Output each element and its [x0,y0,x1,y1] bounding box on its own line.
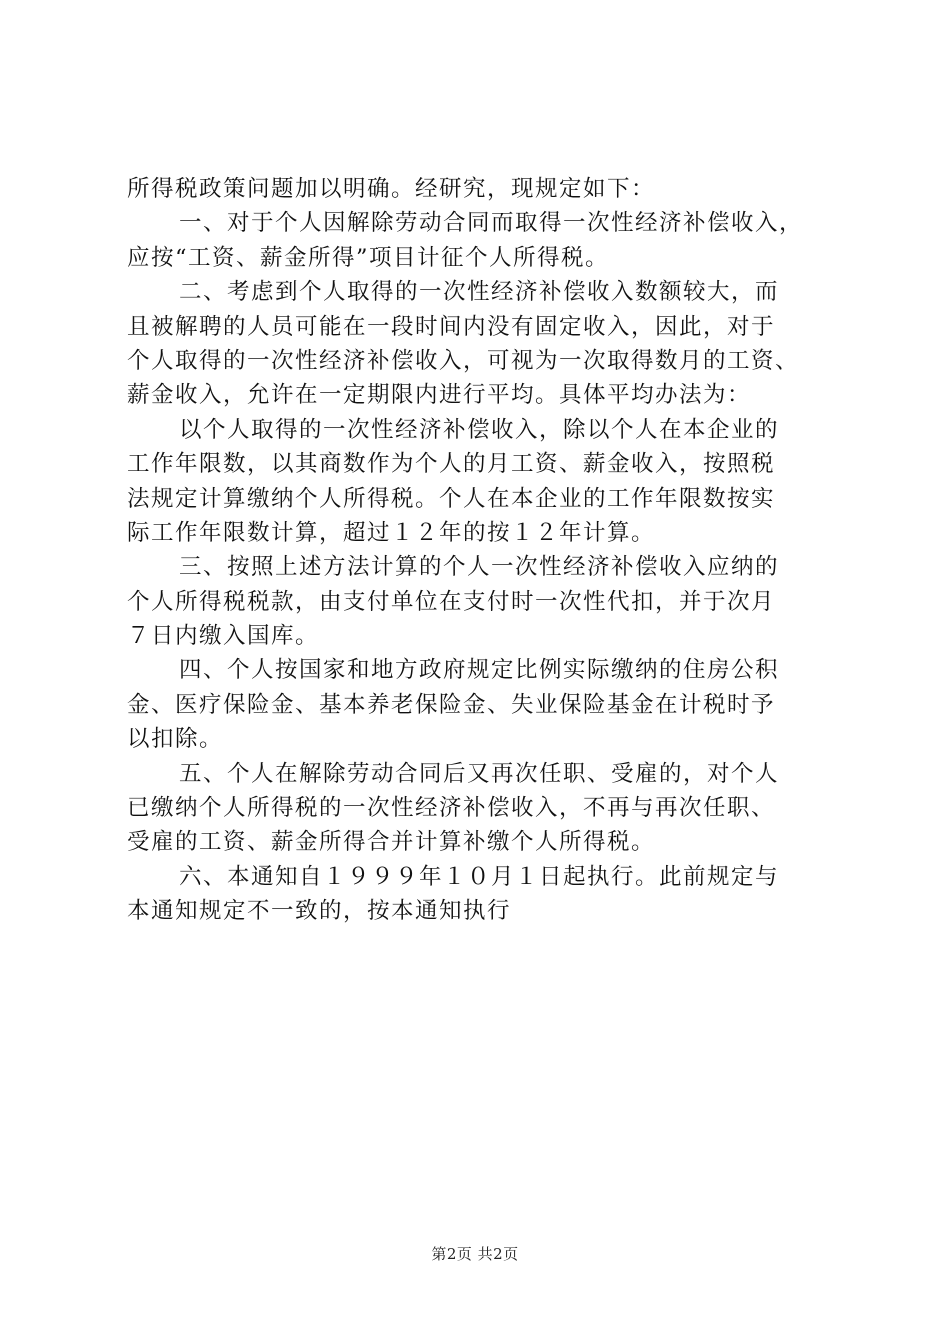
text-line: 五、个人在解除劳动合同后又再次任职、受雇的，对个人 [179,760,780,787]
text-line: 且被解聘的人员可能在一段时间内没有固定收入，因此，对于 [127,313,776,340]
text-line: 金、医疗保险金、基本养老保险金、失业保险基金在计税时予 [127,691,776,718]
text-line: 应按“工资、薪金所得”项目计征个人所得税。 [127,244,610,271]
text-line: 以个人取得的一次性经济补偿收入，除以个人在本企业的 [179,416,780,443]
document-body [127,172,832,929]
text-line: 所得税政策问题加以明确。经研究，现规定如下： [127,176,656,202]
text-line: 三、按照上述方法计算的个人一次性经济补偿收入应纳的 [179,554,780,581]
text-line: 薪金收入，允许在一定期限内进行平均。具体平均办法为： [127,382,752,409]
page-footer: 第2页 共2页 [431,1245,519,1263]
text-line: 已缴纳个人所得税的一次性经济补偿收入，不再与再次任职、 [127,795,776,822]
text-line: 四、个人按国家和地方政府规定比例实际缴纳的住房公积 [179,657,780,684]
text-line: ７日内缴入国库。 [127,623,320,650]
text-line: 法规定计算缴纳个人所得税。个人在本企业的工作年限数按实 [127,485,776,512]
text-line: 工作年限数，以其商数作为个人的月工资、薪金收入，按照税 [127,451,776,478]
text-line: 本通知规定不一致的，按本通知执行 [127,898,512,925]
text-line: 受雇的工资、薪金所得合并计算补缴个人所得税。 [127,829,656,856]
text-line: 个人所得税税款，由支付单位在支付时一次性代扣，并于次月 [127,588,776,615]
text-line: 一、对于个人因解除劳动合同而取得一次性经济补偿收入， [179,210,804,237]
text-line: 际工作年限数计算，超过１２年的按１２年计算。 [127,519,656,546]
text-line: 以扣除。 [127,726,224,753]
text-line: 二、考虑到个人取得的一次性经济补偿收入数额较大，而 [179,279,780,306]
text-line: 六、本通知自１９９９年１０月１日起执行。此前规定与 [179,863,780,890]
text-line: 个人取得的一次性经济补偿收入，可视为一次取得数月的工资、 [127,347,800,374]
